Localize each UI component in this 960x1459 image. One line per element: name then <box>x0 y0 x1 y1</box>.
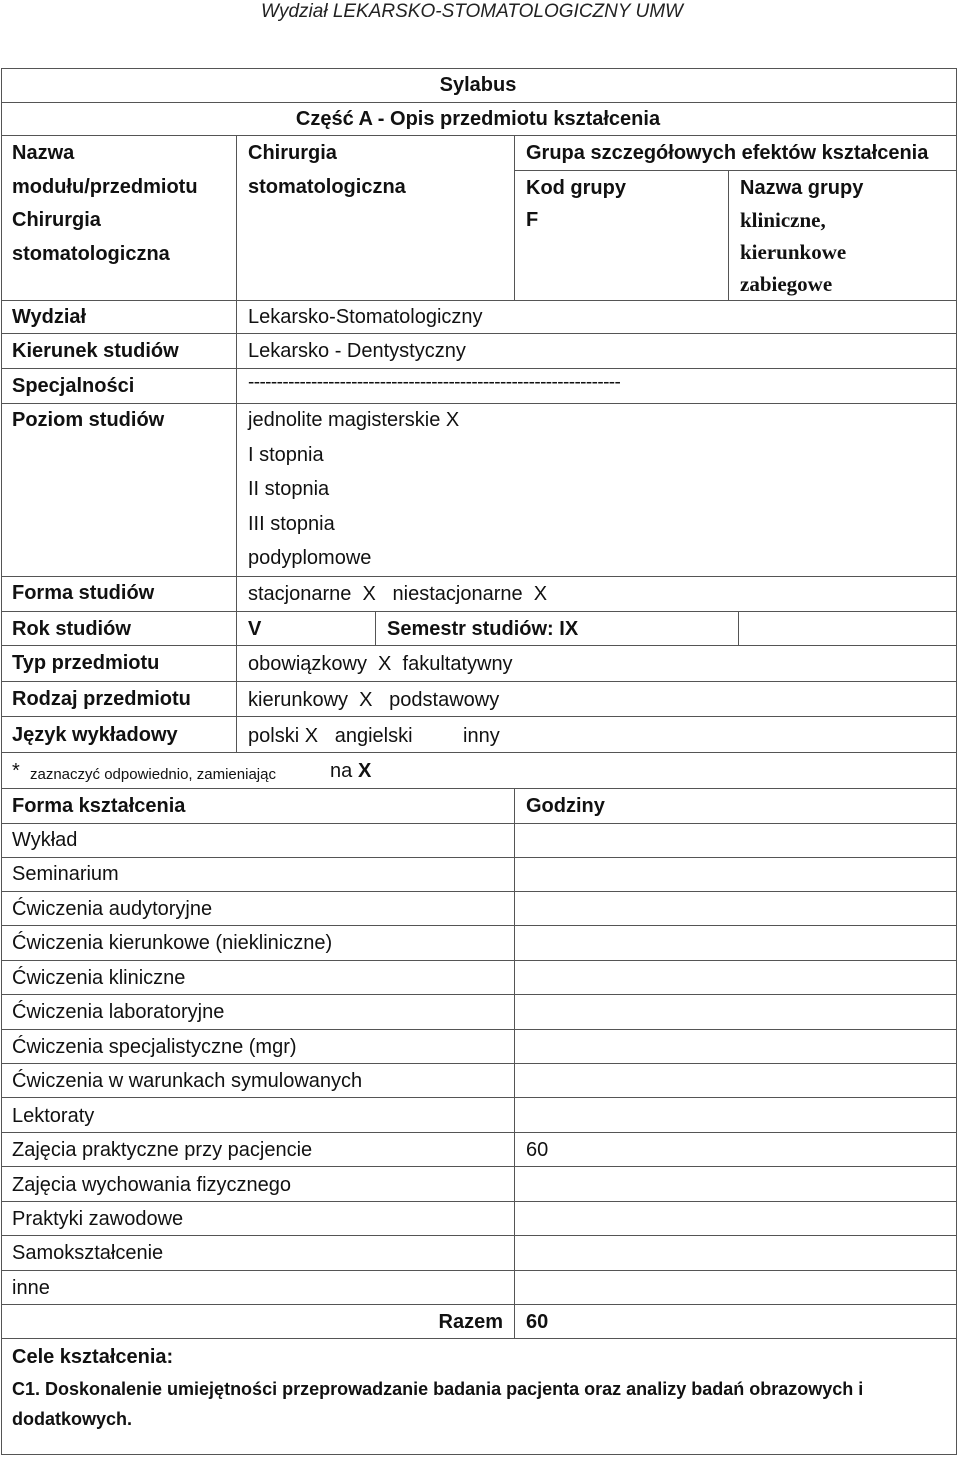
kierunek-label: Kierunek studiów <box>12 340 179 362</box>
page-title: Sylabus <box>439 74 517 96</box>
divider <box>1 135 957 136</box>
divider <box>236 300 237 752</box>
divider <box>1 716 957 717</box>
divider <box>1 994 957 995</box>
form-label: Ćwiczenia kliniczne <box>12 967 186 989</box>
form-hours: 60 <box>526 1139 549 1161</box>
poziom-value: podyplomowe <box>248 547 372 569</box>
module-label-line: Chirurgia <box>12 209 101 231</box>
group-code-value: F <box>526 209 539 231</box>
divider <box>1 611 957 612</box>
total-label: Razem <box>438 1311 503 1333</box>
group-name-label: Nazwa grupy <box>740 177 864 199</box>
divider <box>1 823 957 824</box>
divider <box>1 681 957 682</box>
form-label: Ćwiczenia kierunkowe (niekliniczne) <box>12 932 333 954</box>
note-text: zaznaczyć odpowiednio, zamieniając <box>30 766 276 783</box>
form-label: Praktyki zawodowe <box>12 1208 184 1230</box>
divider <box>1 891 957 892</box>
form-label: Ćwiczenia audytoryjne <box>12 898 213 920</box>
jezyk-value: polski X angielski <box>248 725 413 747</box>
divider <box>1 403 957 404</box>
typ-label: Typ przedmiotu <box>12 652 160 674</box>
group-name-line: kliniczne, <box>740 208 826 232</box>
divider <box>1 1270 957 1271</box>
module-label-line: modułu/przedmiotu <box>12 176 198 198</box>
note-x: X <box>358 760 372 782</box>
wydzial-value: Lekarsko-Stomatologiczny <box>248 306 483 328</box>
divider <box>515 170 957 171</box>
form-label: Samokształcenie <box>12 1242 164 1264</box>
kierunek-value: Lekarsko - Dentystyczny <box>248 340 466 362</box>
poziom-label: Poziom studiów <box>12 409 165 431</box>
note-na: na <box>330 760 353 782</box>
divider <box>1 1029 957 1030</box>
forms-header-hours: Godziny <box>526 795 605 817</box>
form-label: Zajęcia wychowania fizycznego <box>12 1174 292 1196</box>
divider <box>1 1097 957 1098</box>
poziom-value: II stopnia <box>248 478 330 500</box>
goal-line: C1. Doskonalenie umiejętności przeprowadzanie badania pacjenta oraz analizy badań obrazowych i <box>12 1379 864 1399</box>
rok-value: V <box>248 618 262 640</box>
group-name-line: zabiegowe <box>740 272 833 296</box>
divider <box>1 1132 957 1133</box>
poziom-value: I stopnia <box>248 444 324 466</box>
page-subtitle: Część A - Opis przedmiotu kształcenia <box>295 108 661 130</box>
divider <box>1 857 957 858</box>
divider <box>1 645 957 646</box>
divider <box>1 1235 957 1236</box>
divider <box>1 1063 957 1064</box>
form-label: Seminarium <box>12 863 119 885</box>
divider <box>1 752 957 753</box>
module-value-line: stomatologiczna <box>248 176 406 198</box>
page-header: Wydział LEKARSKO-STOMATOLOGICZNY UMW <box>261 1 683 22</box>
module-label-line: Nazwa <box>12 142 75 164</box>
form-label: Ćwiczenia w warunkach symulowanych <box>12 1070 363 1092</box>
poziom-value: jednolite magisterskie X <box>248 409 460 431</box>
divider <box>1 576 957 577</box>
specjalnosci-value: ----------------------------------------------------------------- <box>248 372 621 393</box>
form-label: Ćwiczenia laboratoryjne <box>12 1001 225 1023</box>
semester-value: Semestr studiów: IX <box>387 618 579 640</box>
group-code-label: Kod grupy <box>526 177 626 199</box>
divider <box>236 135 237 300</box>
goal-line: dodatkowych. <box>12 1409 133 1429</box>
module-value-line: Chirurgia <box>248 142 337 164</box>
divider <box>728 170 729 300</box>
specjalnosci-label: Specjalności <box>12 375 135 397</box>
total-value: 60 <box>526 1311 549 1333</box>
forms-header-label: Forma kształcenia <box>12 795 186 817</box>
divider <box>514 788 515 1338</box>
divider <box>738 611 739 645</box>
group-heading: Grupa szczegółowych efektów kształcenia <box>526 142 929 164</box>
rodzaj-label: Rodzaj przedmiotu <box>12 688 191 710</box>
form-label: Zajęcia praktyczne przy pacjencie <box>12 1139 313 1161</box>
forma-value: stacjonarne X niestacjonarne X <box>248 583 548 605</box>
divider <box>1 333 957 334</box>
poziom-value: III stopnia <box>248 513 335 535</box>
rok-label: Rok studiów <box>12 618 131 640</box>
module-label-line: stomatologiczna <box>12 243 170 265</box>
forma-label: Forma studiów <box>12 582 155 604</box>
form-label: Ćwiczenia specjalistyczne (mgr) <box>12 1036 297 1058</box>
divider <box>1 102 957 103</box>
divider <box>1 300 957 301</box>
divider <box>375 611 376 645</box>
form-label: Lektoraty <box>12 1105 95 1127</box>
divider <box>1 368 957 369</box>
form-label: inne <box>12 1277 50 1299</box>
jezyk-label: Język wykładowy <box>12 724 178 746</box>
divider <box>1 925 957 926</box>
jezyk-other: inny <box>463 725 500 747</box>
divider <box>1 1304 957 1305</box>
divider <box>1 1166 957 1167</box>
divider <box>514 135 515 300</box>
typ-value: obowiązkowy X fakultatywny <box>248 653 513 675</box>
note-star: * <box>12 760 20 782</box>
divider <box>1 1338 957 1339</box>
divider <box>1 1201 957 1202</box>
rodzaj-value: kierunkowy X podstawowy <box>248 689 500 711</box>
divider <box>1 788 957 789</box>
goals-heading: Cele kształcenia: <box>12 1346 174 1368</box>
form-label: Wykład <box>12 829 78 851</box>
wydzial-label: Wydział <box>12 306 87 328</box>
group-name-line: kierunkowe <box>740 240 847 264</box>
divider <box>1 960 957 961</box>
